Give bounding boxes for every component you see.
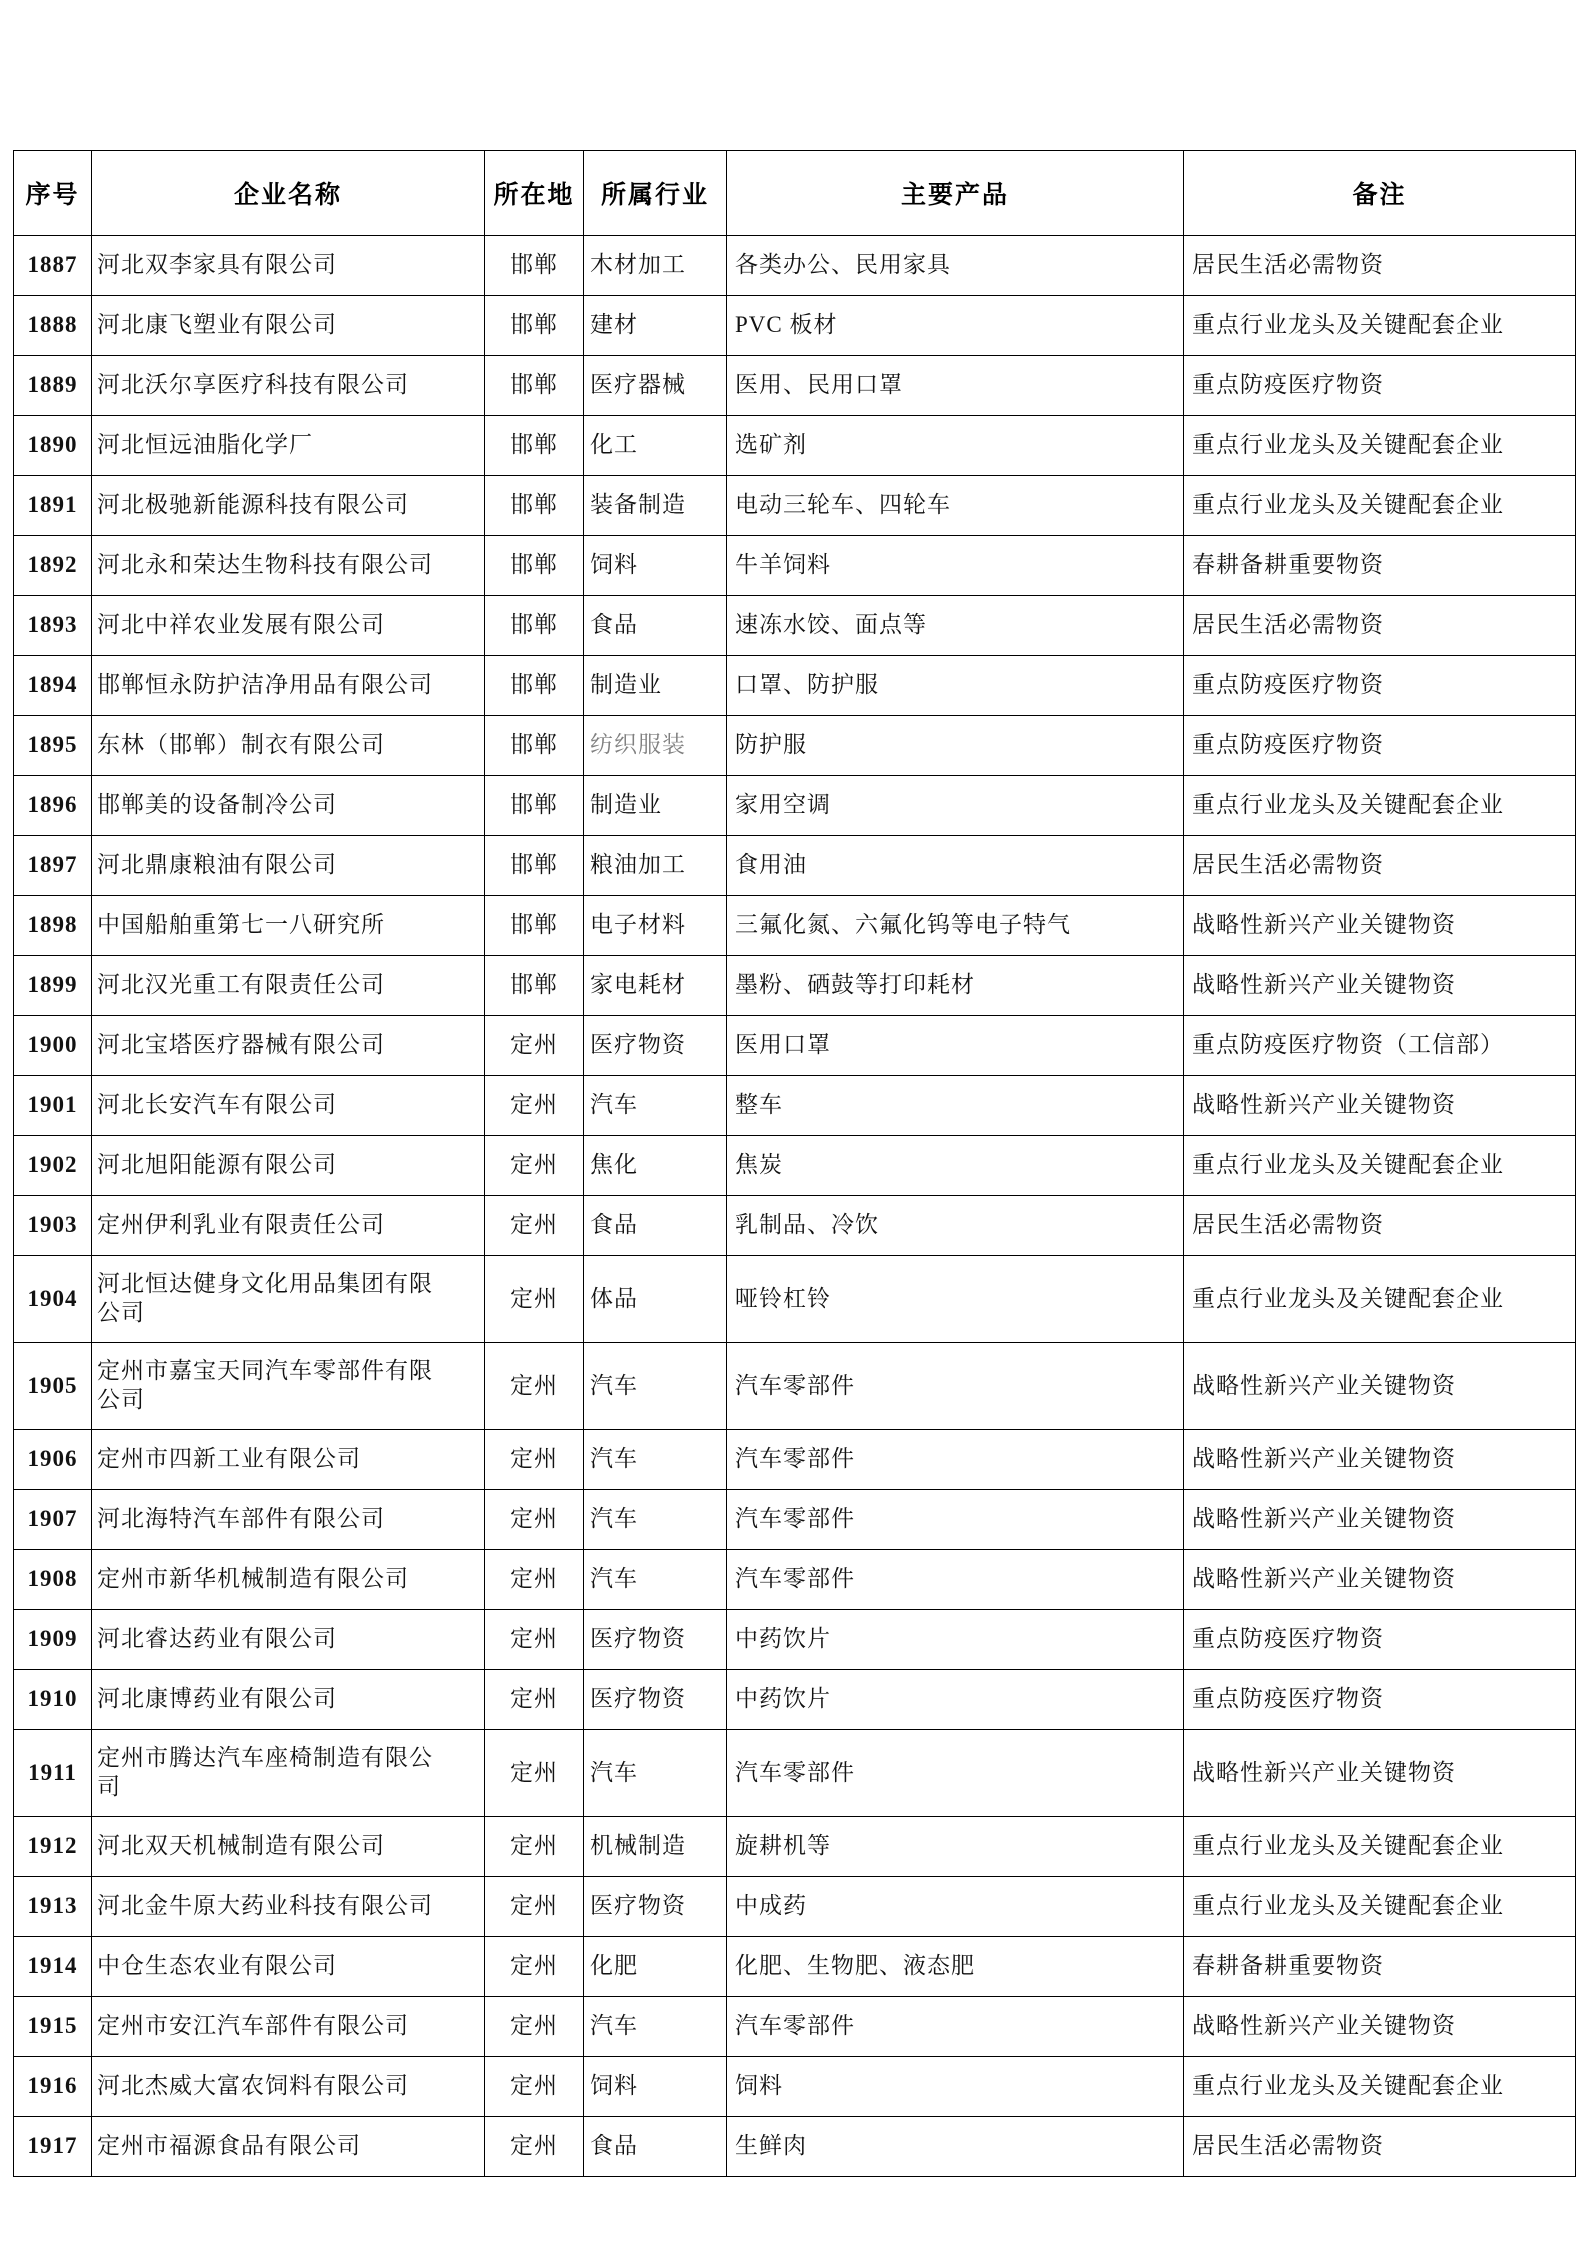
cell-note: 重点行业龙头及关键配套企业 [1184, 1136, 1576, 1196]
table-row [14, 2057, 1576, 2117]
cell-company: 河北杰威大富农饲料有限公司 [92, 2057, 485, 2117]
cell-products: 旋耕机等 [727, 1817, 1184, 1877]
table-row [14, 296, 1576, 356]
cell-company: 河北康博药业有限公司 [92, 1670, 485, 1730]
cell-products: 哑铃杠铃 [727, 1256, 1184, 1343]
cell-note: 重点防疫医疗物资 [1184, 1670, 1576, 1730]
cell-industry: 医疗物资 [584, 1877, 727, 1937]
cell-products: 食用油 [727, 836, 1184, 896]
cell-company: 河北双李家具有限公司 [92, 236, 485, 296]
cell-products: 医用、民用口罩 [727, 356, 1184, 416]
cell-industry: 纺织服装 [584, 716, 727, 776]
cell-serial: 1913 [14, 1877, 92, 1937]
cell-city: 定州 [485, 2117, 584, 2177]
cell-city: 邯郸 [485, 236, 584, 296]
cell-note: 战略性新兴产业关键物资 [1184, 1550, 1576, 1610]
cell-serial: 1907 [14, 1490, 92, 1550]
header-industry: 所属行业 [584, 151, 727, 236]
cell-company: 东林（邯郸）制衣有限公司 [92, 716, 485, 776]
cell-city: 定州 [485, 1937, 584, 1997]
table-row [14, 1670, 1576, 1730]
cell-serial: 1898 [14, 896, 92, 956]
cell-products: 乳制品、冷饮 [727, 1196, 1184, 1256]
cell-industry: 汽车 [584, 1490, 727, 1550]
table-row [14, 1430, 1576, 1490]
cell-note: 战略性新兴产业关键物资 [1184, 1430, 1576, 1490]
cell-industry: 化工 [584, 416, 727, 476]
cell-note: 重点行业龙头及关键配套企业 [1184, 776, 1576, 836]
cell-industry: 木材加工 [584, 236, 727, 296]
cell-note: 重点防疫医疗物资 [1184, 716, 1576, 776]
table-row [14, 1016, 1576, 1076]
cell-products: 汽车零部件 [727, 1490, 1184, 1550]
cell-industry: 家电耗材 [584, 956, 727, 1016]
cell-company: 定州市福源食品有限公司 [92, 2117, 485, 2177]
cell-serial: 1896 [14, 776, 92, 836]
table-row [14, 1256, 1576, 1343]
cell-industry: 汽车 [584, 1076, 727, 1136]
cell-city: 邯郸 [485, 656, 584, 716]
cell-city: 定州 [485, 1196, 584, 1256]
cell-products: 电动三轮车、四轮车 [727, 476, 1184, 536]
cell-serial: 1908 [14, 1550, 92, 1610]
table-row [14, 1196, 1576, 1256]
cell-company: 邯郸恒永防护洁净用品有限公司 [92, 656, 485, 716]
cell-products: PVC 板材 [727, 296, 1184, 356]
table-row [14, 1343, 1576, 1430]
table-row [14, 1817, 1576, 1877]
table-header-row [14, 151, 1576, 236]
cell-company: 河北康飞塑业有限公司 [92, 296, 485, 356]
cell-industry: 医疗器械 [584, 356, 727, 416]
cell-company: 河北金牛原大药业科技有限公司 [92, 1877, 485, 1937]
cell-note: 战略性新兴产业关键物资 [1184, 1490, 1576, 1550]
cell-company: 河北旭阳能源有限公司 [92, 1136, 485, 1196]
cell-note: 重点行业龙头及关键配套企业 [1184, 296, 1576, 356]
table-row [14, 476, 1576, 536]
cell-company: 邯郸美的设备制冷公司 [92, 776, 485, 836]
cell-serial: 1914 [14, 1937, 92, 1997]
cell-city: 定州 [485, 1136, 584, 1196]
cell-note: 居民生活必需物资 [1184, 596, 1576, 656]
cell-products: 速冻水饺、面点等 [727, 596, 1184, 656]
cell-products: 汽车零部件 [727, 1730, 1184, 1817]
cell-products: 医用口罩 [727, 1016, 1184, 1076]
cell-city: 定州 [485, 1610, 584, 1670]
table-row [14, 1490, 1576, 1550]
cell-note: 重点行业龙头及关键配套企业 [1184, 476, 1576, 536]
table-row [14, 2117, 1576, 2177]
cell-products: 三氟化氮、六氟化钨等电子特气 [727, 896, 1184, 956]
cell-serial: 1900 [14, 1016, 92, 1076]
cell-serial: 1890 [14, 416, 92, 476]
table-row [14, 956, 1576, 1016]
cell-company: 定州市四新工业有限公司 [92, 1430, 485, 1490]
cell-city: 定州 [485, 1817, 584, 1877]
cell-company: 河北极驰新能源科技有限公司 [92, 476, 485, 536]
cell-products: 化肥、生物肥、液态肥 [727, 1937, 1184, 1997]
cell-products: 生鲜肉 [727, 2117, 1184, 2177]
table-row [14, 1877, 1576, 1937]
table-row [14, 836, 1576, 896]
cell-industry: 汽车 [584, 1430, 727, 1490]
cell-serial: 1911 [14, 1730, 92, 1817]
table-row [14, 1730, 1576, 1817]
cell-serial: 1905 [14, 1343, 92, 1430]
cell-industry: 制造业 [584, 656, 727, 716]
cell-company: 定州市新华机械制造有限公司 [92, 1550, 485, 1610]
table-row [14, 716, 1576, 776]
cell-products: 各类办公、民用家具 [727, 236, 1184, 296]
cell-city: 邯郸 [485, 296, 584, 356]
cell-city: 邯郸 [485, 596, 584, 656]
cell-industry: 食品 [584, 1196, 727, 1256]
cell-serial: 1903 [14, 1196, 92, 1256]
cell-products: 牛羊饲料 [727, 536, 1184, 596]
cell-industry: 机械制造 [584, 1817, 727, 1877]
cell-note: 春耕备耕重要物资 [1184, 536, 1576, 596]
cell-serial: 1887 [14, 236, 92, 296]
cell-company: 河北中祥农业发展有限公司 [92, 596, 485, 656]
cell-city: 定州 [485, 1730, 584, 1817]
enterprise-list-table [13, 150, 1576, 2177]
cell-company: 河北永和荣达生物科技有限公司 [92, 536, 485, 596]
cell-city: 邯郸 [485, 416, 584, 476]
cell-city: 邯郸 [485, 896, 584, 956]
table-row [14, 896, 1576, 956]
cell-serial: 1891 [14, 476, 92, 536]
cell-city: 定州 [485, 1343, 584, 1430]
cell-products: 汽车零部件 [727, 1430, 1184, 1490]
cell-industry: 食品 [584, 596, 727, 656]
cell-company: 定州市嘉宝天同汽车零部件有限 公司 [92, 1343, 485, 1430]
cell-note: 居民生活必需物资 [1184, 236, 1576, 296]
cell-serial: 1899 [14, 956, 92, 1016]
header-products: 主要产品 [727, 151, 1184, 236]
cell-industry: 化肥 [584, 1937, 727, 1997]
table-row [14, 356, 1576, 416]
cell-serial: 1892 [14, 536, 92, 596]
cell-note: 战略性新兴产业关键物资 [1184, 1076, 1576, 1136]
cell-products: 汽车零部件 [727, 1343, 1184, 1430]
cell-company: 河北睿达药业有限公司 [92, 1610, 485, 1670]
cell-company: 河北恒远油脂化学厂 [92, 416, 485, 476]
cell-industry: 饲料 [584, 2057, 727, 2117]
cell-city: 邯郸 [485, 716, 584, 776]
cell-industry: 焦化 [584, 1136, 727, 1196]
cell-company: 河北海特汽车部件有限公司 [92, 1490, 485, 1550]
cell-note: 重点行业龙头及关键配套企业 [1184, 1256, 1576, 1343]
cell-city: 邯郸 [485, 536, 584, 596]
cell-city: 定州 [485, 1670, 584, 1730]
table-row [14, 1937, 1576, 1997]
cell-industry: 制造业 [584, 776, 727, 836]
cell-industry: 建材 [584, 296, 727, 356]
cell-note: 居民生活必需物资 [1184, 1196, 1576, 1256]
cell-serial: 1912 [14, 1817, 92, 1877]
cell-industry: 体品 [584, 1256, 727, 1343]
cell-company: 中国船舶重第七一八研究所 [92, 896, 485, 956]
cell-note: 重点行业龙头及关键配套企业 [1184, 1817, 1576, 1877]
header-city: 所在地 [485, 151, 584, 236]
cell-products: 焦炭 [727, 1136, 1184, 1196]
cell-serial: 1902 [14, 1136, 92, 1196]
cell-city: 定州 [485, 1256, 584, 1343]
cell-serial: 1888 [14, 296, 92, 356]
cell-industry: 汽车 [584, 1730, 727, 1817]
cell-city: 定州 [485, 1997, 584, 2057]
cell-serial: 1915 [14, 1997, 92, 2057]
table-row [14, 1136, 1576, 1196]
cell-industry: 食品 [584, 2117, 727, 2177]
cell-products: 汽车零部件 [727, 1997, 1184, 2057]
cell-city: 定州 [485, 1490, 584, 1550]
header-company: 企业名称 [92, 151, 485, 236]
cell-company: 中仓生态农业有限公司 [92, 1937, 485, 1997]
cell-industry: 医疗物资 [584, 1610, 727, 1670]
cell-note: 居民生活必需物资 [1184, 836, 1576, 896]
cell-serial: 1897 [14, 836, 92, 896]
cell-products: 中成药 [727, 1877, 1184, 1937]
cell-industry: 装备制造 [584, 476, 727, 536]
cell-company: 定州市安江汽车部件有限公司 [92, 1997, 485, 2057]
cell-products: 汽车零部件 [727, 1550, 1184, 1610]
cell-note: 重点行业龙头及关键配套企业 [1184, 2057, 1576, 2117]
cell-note: 春耕备耕重要物资 [1184, 1937, 1576, 1997]
cell-company: 河北沃尔享医疗科技有限公司 [92, 356, 485, 416]
cell-industry: 医疗物资 [584, 1670, 727, 1730]
table-body [14, 236, 1576, 2177]
header-serial: 序号 [14, 151, 92, 236]
cell-industry: 粮油加工 [584, 836, 727, 896]
header-note: 备注 [1184, 151, 1576, 236]
cell-city: 邯郸 [485, 476, 584, 536]
cell-serial: 1895 [14, 716, 92, 776]
cell-company: 定州市腾达汽车座椅制造有限公 司 [92, 1730, 485, 1817]
cell-note: 战略性新兴产业关键物资 [1184, 1997, 1576, 2057]
cell-note: 居民生活必需物资 [1184, 2117, 1576, 2177]
cell-city: 定州 [485, 1877, 584, 1937]
cell-products: 选矿剂 [727, 416, 1184, 476]
cell-serial: 1901 [14, 1076, 92, 1136]
cell-industry: 汽车 [584, 1550, 727, 1610]
cell-note: 战略性新兴产业关键物资 [1184, 956, 1576, 1016]
cell-serial: 1893 [14, 596, 92, 656]
table-row [14, 416, 1576, 476]
cell-products: 中药饮片 [727, 1610, 1184, 1670]
cell-serial: 1916 [14, 2057, 92, 2117]
cell-city: 邯郸 [485, 356, 584, 416]
cell-products: 中药饮片 [727, 1670, 1184, 1730]
cell-city: 定州 [485, 1016, 584, 1076]
cell-note: 战略性新兴产业关键物资 [1184, 896, 1576, 956]
cell-industry: 饲料 [584, 536, 727, 596]
cell-products: 家用空调 [727, 776, 1184, 836]
cell-note: 战略性新兴产业关键物资 [1184, 1730, 1576, 1817]
table-row [14, 1550, 1576, 1610]
cell-company: 河北宝塔医疗器械有限公司 [92, 1016, 485, 1076]
cell-serial: 1909 [14, 1610, 92, 1670]
cell-products: 饲料 [727, 2057, 1184, 2117]
cell-note: 重点防疫医疗物资 [1184, 1610, 1576, 1670]
cell-products: 整车 [727, 1076, 1184, 1136]
cell-industry: 医疗物资 [584, 1016, 727, 1076]
cell-city: 定州 [485, 1550, 584, 1610]
table-row [14, 536, 1576, 596]
cell-products: 口罩、防护服 [727, 656, 1184, 716]
cell-products: 墨粉、硒鼓等打印耗材 [727, 956, 1184, 1016]
cell-city: 邯郸 [485, 956, 584, 1016]
cell-note: 重点防疫医疗物资（工信部） [1184, 1016, 1576, 1076]
cell-company: 河北鼎康粮油有限公司 [92, 836, 485, 896]
cell-note: 重点行业龙头及关键配套企业 [1184, 1877, 1576, 1937]
cell-serial: 1917 [14, 2117, 92, 2177]
cell-city: 邯郸 [485, 776, 584, 836]
cell-company: 河北长安汽车有限公司 [92, 1076, 485, 1136]
cell-company: 河北双天机械制造有限公司 [92, 1817, 485, 1877]
cell-city: 定州 [485, 1076, 584, 1136]
table-row [14, 236, 1576, 296]
cell-city: 定州 [485, 1430, 584, 1490]
cell-city: 定州 [485, 2057, 584, 2117]
cell-industry: 汽车 [584, 1343, 727, 1430]
table-row [14, 656, 1576, 716]
cell-serial: 1906 [14, 1430, 92, 1490]
cell-note: 重点防疫医疗物资 [1184, 356, 1576, 416]
cell-note: 重点行业龙头及关键配套企业 [1184, 416, 1576, 476]
cell-serial: 1910 [14, 1670, 92, 1730]
table-row [14, 776, 1576, 836]
cell-note: 重点防疫医疗物资 [1184, 656, 1576, 716]
cell-industry: 汽车 [584, 1997, 727, 2057]
cell-serial: 1889 [14, 356, 92, 416]
table-row [14, 1997, 1576, 2057]
cell-serial: 1894 [14, 656, 92, 716]
cell-company: 河北恒达健身文化用品集团有限 公司 [92, 1256, 485, 1343]
cell-city: 邯郸 [485, 836, 584, 896]
cell-note: 战略性新兴产业关键物资 [1184, 1343, 1576, 1430]
table-row [14, 1610, 1576, 1670]
table-row [14, 596, 1576, 656]
cell-company: 定州伊利乳业有限责任公司 [92, 1196, 485, 1256]
cell-products: 防护服 [727, 716, 1184, 776]
cell-industry: 电子材料 [584, 896, 727, 956]
table-row [14, 1076, 1576, 1136]
cell-company: 河北汉光重工有限责任公司 [92, 956, 485, 1016]
cell-serial: 1904 [14, 1256, 92, 1343]
